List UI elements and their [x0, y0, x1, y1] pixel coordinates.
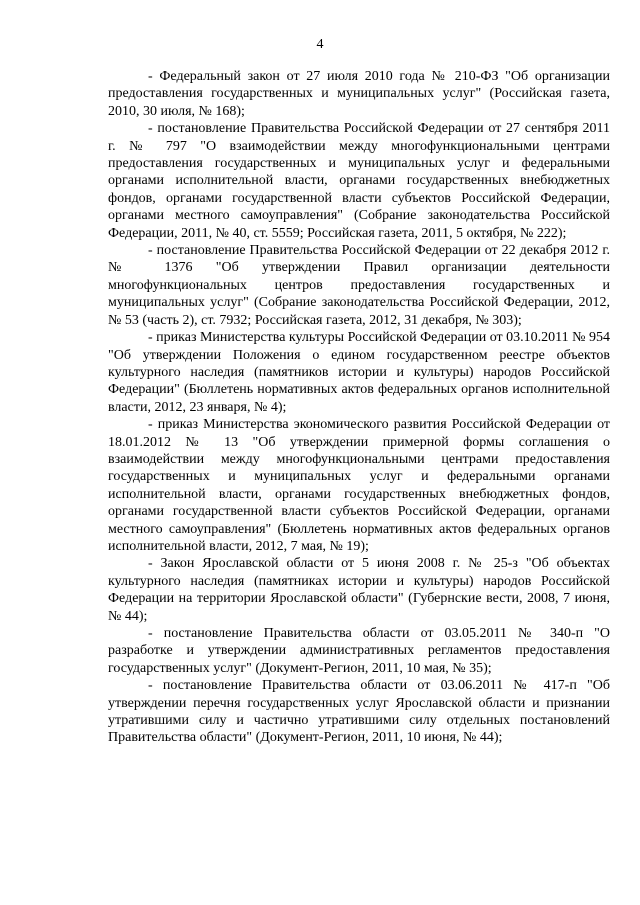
list-item: - приказ Министерства культуры Российской Федерации от 03.10.2011 № 954 "Об утверждении Положения о едином государственном реестре объектов культурного наследия (памятников истории и культуры) народов Российской Федерации" (Бюллетень нормативных актов федеральных органов исполнительной власти, 2012, 23 января, № 4); — [108, 330, 610, 415]
legal-basis-list — [108, 68, 610, 747]
list-item: - Закон Ярославской области от 5 июня 2008 г. № 25-з "Об объектах культурного наследия (памятниках истории и культуры) народов Российской Федерации на территории Ярославской области" (Губернские вести, 2008, 7 июня, № 44); — [108, 556, 610, 624]
list-item: - постановление Правительства Российской Федерации от 22 декабря 2012 г. № 1376 "Об утверждении Правил организации деятельности многофункциональных центров предоставления государственных и муниципальных услуг" (Собрание законодательства Российской Федерации, 2012, № 53 (часть 2), ст. 7932; Российская газета, 2012, 31 декабря, № 303); — [108, 243, 610, 328]
list-item: - постановление Правительства Российской Федерации от 27 сентября 2011 г. № 797 "О взаимодействии между многофункциональными центрами предоставления государственных и муниципальных услуг и федеральными органами исполнительной власти, органами государственных внебюджетных фондов, органами государственной власти субъектов Российской Федерации, органами местного самоуправления" (Собрание законодательства Российской Федерации, 2011, № 40, ст. 5559; Российская газета, 2011, 5 октября, № 222); — [108, 121, 610, 241]
list-item: - Федеральный закон от 27 июля 2010 года № 210-ФЗ "Об организации предоставления государственных и муниципальных услуг" (Российская газета, 2010, 30 июля, № 168); — [108, 69, 610, 119]
page-number: 4 — [316, 37, 324, 52]
list-item: - приказ Министерства экономического развития Российской Федерации от 18.01.2012 № 13 "Об утверждении примерной формы соглашения о взаимодействии между многофункциональными центрами предоставления государственных и муниципальных услуг и федеральными органами исполнительной власти, органами государственных внебюджетных фондов, органами государственной власти субъектов Российской Федерации, органами местного самоуправления" (Бюллетень нормативных актов федеральных органов исполнительной власти, 2012, 7 мая, № 19); — [108, 417, 610, 554]
list-item: - постановление Правительства области от 03.06.2011 № 417-п "Об утверждении перечня государственных услуг Ярославской области и признании утратившими силу и частично утратившими силу отдельных постановлений Правительства области" (Документ-Регион, 2011, 10 июня, № 44); — [108, 678, 610, 746]
list-item: - постановление Правительства области от 03.05.2011 № 340-п "О разработке и утверждении административных регламентов предоставления государственных услуг" (Документ-Регион, 2011, 10 мая, № 35); — [108, 626, 610, 676]
